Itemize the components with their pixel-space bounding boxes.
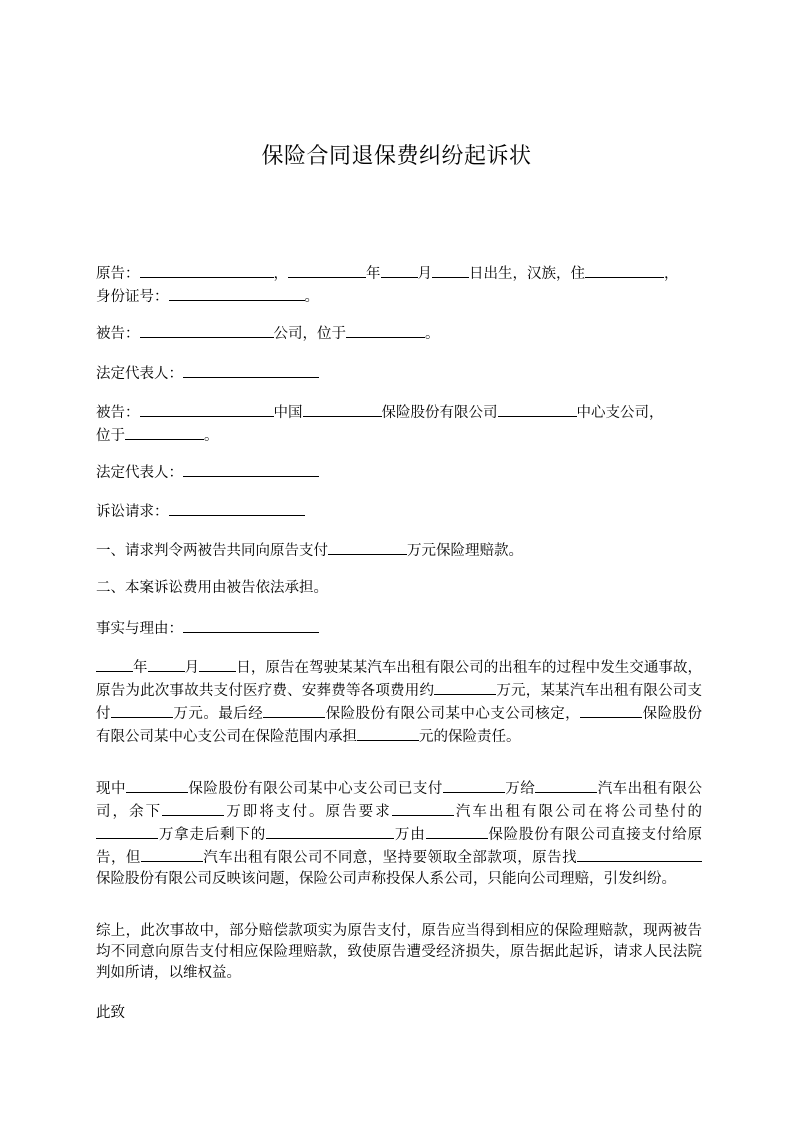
text: 身份证号： [96,289,169,305]
text: 保险股份有限公司某中心支公司已支付 [187,781,443,797]
text: 日出生，汉族，住 [469,266,585,282]
text: 法定代表人： [96,465,183,481]
legal-rep-2-paragraph [96,461,702,484]
text: 万元。最后经 [172,706,264,722]
text: ， [273,266,288,282]
text: 事实与理由： [96,621,183,637]
blank-line [580,702,642,718]
blank-line [443,777,505,793]
text: 保险股份有限公司某中心支公司在保险范围内承担 [96,706,703,745]
summary-paragraph [96,921,702,984]
blank-line [381,262,418,278]
text: 保险股份有限公司反映该问题，保险公司声称投保人系公司，只能向公司理赔，引发纠纷。 [96,871,676,887]
blank-line [183,461,319,477]
text: 万元保险理赔款。 [407,543,523,559]
blank-line [426,823,488,839]
facts-heading [96,617,702,640]
text: 万拿走后剩下的 [158,827,267,843]
text: 被告： [96,326,140,342]
text: 原告： [96,266,140,282]
blank-line [125,424,204,440]
blank-line [498,401,577,417]
blank-line [183,617,319,633]
blank-line [346,322,425,338]
text: 保险股份有限公司直接支付给原告，但 [96,827,703,866]
defendant-2-paragraph [96,401,702,447]
claims-heading [96,500,702,523]
blank-line [96,656,133,672]
text: 中国 [273,405,303,421]
blank-line [141,846,203,862]
blank-line [535,777,597,793]
blank-line [434,679,496,695]
blank-line [288,262,366,278]
claim-1 [96,539,702,562]
blank-line [266,823,394,839]
text: 。 [204,428,219,444]
text: 元的保险责任。 [419,729,521,745]
text: 汽车出租有限公司不同意，坚持要领取全部款项，原告找 [202,850,578,866]
defendant-1-paragraph [96,322,702,345]
text: 一、请求判令两被告共同向原告支付 [96,543,328,559]
text: 被告： [96,405,140,421]
blank-line [126,777,188,793]
text: 综上，此次事故中，部分赔偿款项实为原告支付，原告应当得到相应的保险理赔款，现两被告均不同意向原告支付相应保险理赔款，致使原告遭受经济损失，原告据此起诉，请求人民法院判如所请，以维权益。 [96,923,702,981]
text: 月 [184,660,200,676]
legal-rep-1-paragraph [96,362,702,385]
blank-line [169,500,305,516]
text: 位于 [96,428,125,444]
facts-paragraph-1 [96,656,702,748]
blank-line [148,656,185,672]
text: 月 [417,266,432,282]
blank-line [199,656,236,672]
blank-line [183,362,319,378]
text: 保险股份有限公司某中心支公司核定， [325,706,581,722]
text: 年 [366,266,381,282]
text: 万由 [394,827,426,843]
blank-line [162,800,224,816]
blank-line [140,401,274,417]
text: 中心支公司， [576,405,664,421]
blank-line [140,322,274,338]
text: 万即将支付。原告要求 [224,804,392,820]
text: 汽车出租有限公司，余下 [96,781,703,820]
text: 此致 [96,1005,125,1021]
blank-line [140,262,274,278]
text: 汽车出租有限公司在将公司垫付的 [453,804,703,820]
text: 法定代表人： [96,366,183,382]
claim-2 [96,578,702,599]
blank-line [582,846,702,862]
text: 公司，位于 [273,326,346,342]
blank-line [392,800,454,816]
text: 保险股份有限公司 [381,405,498,421]
facts-paragraph-2 [96,777,702,890]
plaintiff-paragraph [96,262,702,308]
document-title: 保险合同退保费纠纷起诉状 [261,144,532,169]
blank-line [96,823,158,839]
closing-line [96,1003,702,1024]
text: 万元，某某汽车出租有限公司支付 [96,683,703,722]
text: 现中 [96,781,126,797]
text: ， [664,266,679,282]
text: 年 [133,660,148,676]
blank-line [328,539,407,555]
text: 。 [425,326,440,342]
text: 二、本案诉讼费用由被告依法承担。 [96,580,328,596]
blank-line [111,702,173,718]
text: 诉讼请求： [96,504,169,520]
blank-line [169,285,305,301]
text: 日，原告在驾驶某某汽车出租有限公司的出租车的过程中发生交通事故，原告为此次事故共支付医疗费、安葬费等各项费用约 [96,660,703,699]
blank-line [263,702,325,718]
blank-line [585,262,664,278]
text: 。 [304,289,319,305]
blank-line [303,401,382,417]
text: 万给 [504,781,536,797]
blank-line [357,725,419,741]
blank-line [432,262,469,278]
